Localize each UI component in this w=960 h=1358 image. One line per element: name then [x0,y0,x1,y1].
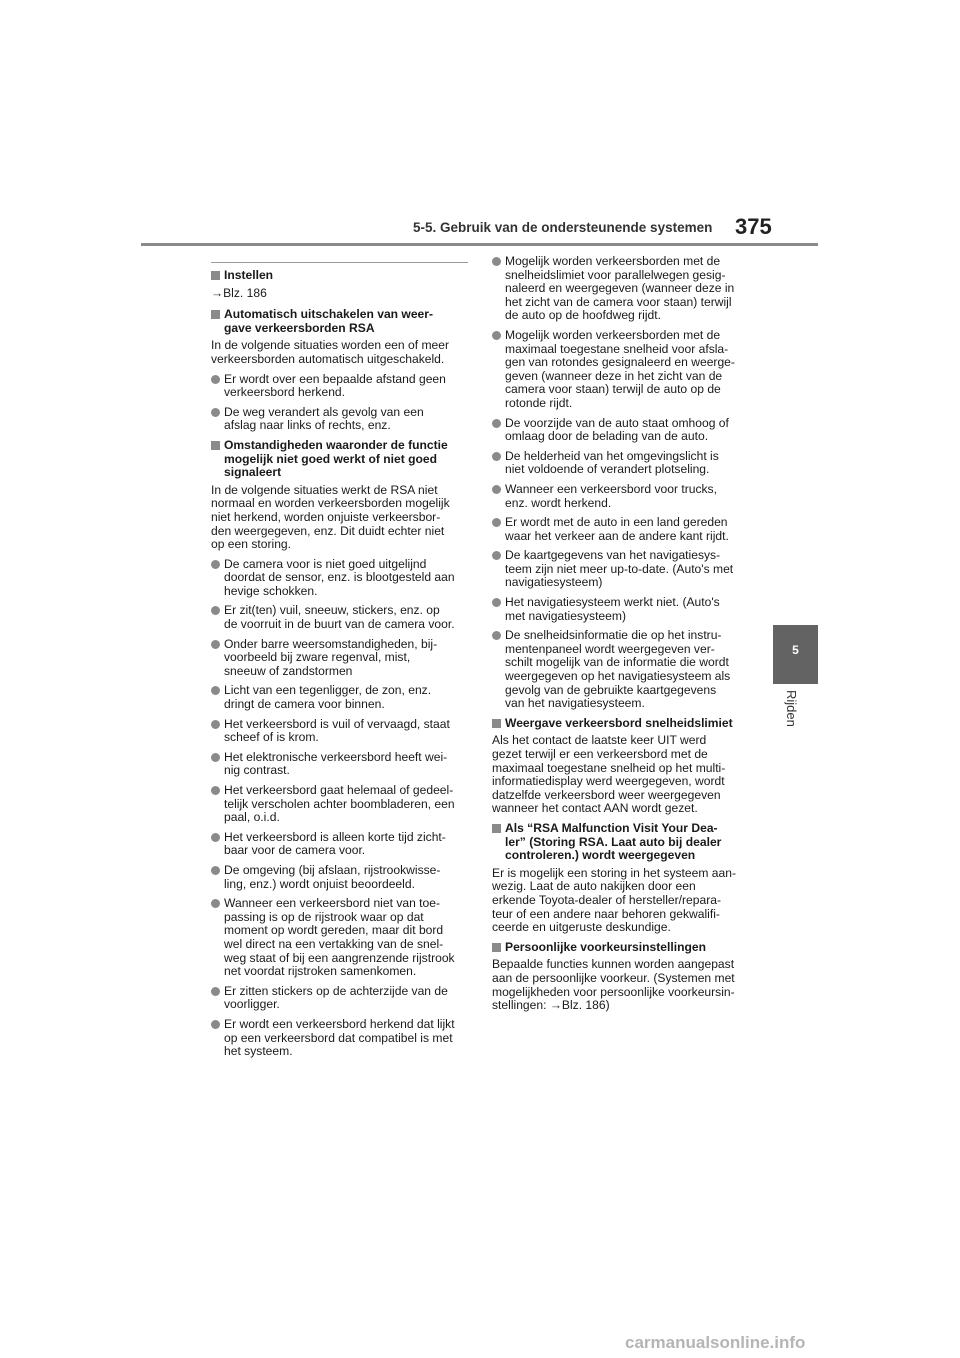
text-line: De snelheidsinformatie die op het instru- [505,628,722,643]
section-heading [211,308,469,335]
text-line: ler” (Storing RSA. Laat auto bij dealer [505,834,722,849]
text-line: Wanneer een verkeersbord voor trucks, [505,481,717,496]
text-line: Mogelijk worden verkeersborden met de [505,327,721,342]
bullet-item [211,985,469,1012]
text-line: Het verkeersbord is alleen korte tijd zicht- [224,829,446,844]
bullet-item [492,629,750,711]
text-line: dringt de camera voor binnen. [224,697,385,712]
text-line: voorligger. [224,997,280,1012]
text-line: Onder barre weersomstandigheden, bij- [224,636,438,651]
text-line: Er is mogelijk een storing in het systeem aan- [492,865,737,880]
bullet-dot-icon [492,518,501,527]
text-line: Er wordt met de auto in een land gereden [505,515,728,530]
text-line: niet voldoende of verandert plotseling. [505,462,710,477]
bullet-item [211,558,469,599]
bullet-dot-icon [211,866,220,875]
paragraph [492,958,750,1012]
bullet-dot-icon [211,987,220,996]
paragraph [211,484,469,552]
text-line: Licht van een tegenligger, de zon, enz. [224,683,432,698]
text-line: sneeuw of zandstormen [224,663,353,678]
bullet-item [211,1018,469,1059]
text-line: Het verkeersbord gaat helemaal of gedeel- [224,783,454,797]
bullet-item [211,718,469,745]
bullet-item [492,483,750,510]
bullet-dot-icon [211,686,220,695]
text-line: wanneer het contact AAN wordt gezet. [492,801,698,816]
text-line: rotonde rijdt. [505,395,573,410]
text-line: Persoonlijke voorkeursinstellingen [505,939,706,954]
heading-square-icon [492,824,501,833]
text-line: wel direct na een vertakking van de snel- [224,936,444,951]
text-line: geven (wanneer deze in het zicht van de [505,368,723,383]
text-line: verkeersbord herkend. [224,385,346,400]
bullet-dot-icon [211,640,220,649]
text-line: Het elektronische verkeersbord heeft wei- [224,749,448,764]
heading-square-icon [211,271,220,280]
bullet-dot-icon [211,375,220,384]
text-line: niet herkend, worden onjuiste verkeersbor- [211,509,441,524]
text-line: het zicht van de camera voor staan) terwijl [505,294,732,309]
bullet-item [492,596,750,623]
text-line: erkende Toyota-dealer of hersteller/repara- [492,892,722,907]
text-line: navigatiesysteem) [505,575,603,590]
bullet-item [211,751,469,778]
bullet-dot-icon [211,786,220,795]
text-line: controleren.) wordt weergegeven [505,848,696,863]
text-line: In de volgende situaties worden een of meer [211,338,449,353]
text-line: op een storing. [211,537,292,552]
text-line: mogelijkheden voor persoonlijke voorkeursin- [492,984,735,999]
bullet-item [211,831,469,858]
text-line: paal, o.i.d. [224,810,280,825]
heading-square-icon [211,310,220,319]
text-line: de auto op de hoofdweg rijdt. [505,308,661,323]
bullet-dot-icon [492,551,501,560]
bullet-dot-icon [492,331,501,340]
text-line: De voorzijde van de auto staat omhoog of [505,415,729,430]
text-line: Wanneer een verkeersbord niet van toe- [224,896,441,911]
text-line: Er wordt een verkeersbord herkend dat lijkt [224,1016,455,1031]
bullet-item [492,329,750,411]
text-line: weergegeven op het navigatiesysteem als [505,669,731,684]
text-line: van het navigatiesysteem. [505,696,645,711]
left-column [211,262,469,1065]
text-line: de voorruit in de buurt van de camera voor. [224,617,455,632]
bullet-dot-icon [211,560,220,569]
bullet-dot-icon [492,419,501,428]
text-line: naleerd en weergegeven (wanneer deze in [505,281,735,296]
bullet-item [211,373,469,400]
bullet-item [211,604,469,631]
bullet-dot-icon [211,1020,220,1029]
text-line: Omstandigheden waaronder de functie [224,437,448,452]
page-reference [211,287,469,301]
text-line: Als “RSA Malfunction Visit Your Dea- [505,820,718,835]
text-line: maximaal toegestane snelheid voor afsla- [505,341,729,356]
text-line: mentenpaneel wordt weergegeven ver- [505,641,715,656]
text-line: nig contrast. [224,763,290,778]
watermark: carmanualsonline.info [625,1333,806,1352]
text-line: maximaal toegestane snelheid op het multi- [492,760,726,775]
bullet-dot-icon [211,606,220,615]
text-line: ceerde en uitgeruste deskundige. [492,920,671,935]
text-line: baar voor de camera voor. [224,843,366,858]
bullet-item [211,784,469,825]
text-line: De helderheid van het omgevingslicht is [505,448,719,463]
section-heading [492,717,750,731]
text-line: het systeem. [224,1044,293,1059]
text-line: telijk verscholen achter boombladeren, een [224,796,455,811]
text-line: passing is op de rijstrook waar op dat [224,909,424,924]
text-line: Automatisch uitschakelen van weer- [224,307,434,322]
text-line: gezet terwijl er een verkeersbord met de [492,747,708,761]
heading-square-icon [211,441,220,450]
text-line: Instellen [224,268,274,282]
text-line: aan de persoonlijke voorkeur. (Systemen met [492,970,735,985]
text-line: weg staat of bij een aangrenzende rijstrook [224,950,455,965]
text-line: informatiedisplay werd weergegeven, wordt [492,774,725,789]
chapter-side-tab: 5 [773,625,818,684]
text-line: net voordat rijstroken samenkomen. [224,964,417,979]
text-line: Het navigatiesysteem werkt niet. (Auto's [505,595,720,610]
text-line: wezig. Laat de auto nakijken door een [492,879,696,894]
text-line: verkeersborden automatisch uitgeschakeld. [211,351,445,366]
bullet-item [211,684,469,711]
text-line: camera voor staan) terwijl de auto op de [505,382,721,397]
text-line: In de volgende situaties werkt de RSA niet [211,482,438,497]
text-line: omlaag door de belading van de auto. [505,429,709,444]
text-line: voorbeeld bij zware regenval, mist, [224,650,411,665]
heading-square-icon [492,943,501,952]
text-line: De omgeving (bij afslaan, rijstrookwisse- [224,862,441,877]
text-line: De kaartgegevens van het navigatiesys- [505,548,721,563]
bullet-dot-icon [492,631,501,640]
text-line: waar het verkeer aan de andere kant rijdt. [505,528,729,543]
text-line: teur of een andere naar behoren gekwalifi- [492,906,720,921]
text-line: ling, enz.) wordt onjuist beoordeeld. [224,876,415,891]
text-line: normaal en worden verkeersborden mogelijk [211,496,450,511]
text-line: teem zijn niet meer up-to-date. (Auto's met [505,561,734,576]
bullet-dot-icon [211,408,220,417]
text-line: Mogelijk worden verkeersborden met de [505,254,721,268]
text-line: Bepaalde functies kunnen worden aangepast [492,957,735,972]
header-title: 5-5. Gebruik van de ondersteunende systemen [413,220,713,235]
header-rule [141,243,818,246]
paragraph [492,734,750,816]
text-line: →Blz. 186 [211,285,267,300]
bullet-item [211,406,469,433]
text-line: afslag naar links of rechts, enz. [224,418,391,433]
text-line: gevolg van de gebruikte kaartgegevens [505,682,717,697]
bullet-item [492,417,750,444]
text-line: schilt mogelijk van de informatie die wordt [505,655,729,670]
paragraph [211,339,469,366]
bullet-item [211,897,469,979]
text-line: snelheidslimiet voor parallelwegen gesig- [505,267,726,282]
text-line: gen van rotondes gesignaleerd en weerge- [505,355,735,370]
bullet-item [211,864,469,891]
text-line: Er zit(ten) vuil, sneeuw, stickers, enz. op [224,603,440,618]
text-line: signaleert [224,465,282,480]
text-line: moment op wordt gereden, maar dit bord [224,923,444,938]
bullet-dot-icon [492,485,501,494]
bullet-item [492,255,750,323]
section-heading [492,822,750,863]
bullet-item [492,549,750,590]
bullet-item [492,516,750,543]
text-line: den weergegeven, enz. Dit duidt echter niet [211,523,445,538]
bullet-dot-icon [492,257,501,266]
text-line: doordat de sensor, enz. is blootgesteld aan [224,570,455,585]
bullet-item [211,638,469,679]
section-heading [211,439,469,480]
text-line: De weg verandert als gevolg van een [224,404,424,419]
section-heading [211,269,469,283]
bullet-item [492,450,750,477]
page-number: 375 [735,214,772,239]
text-line: Er zitten stickers op de achterzijde van de [224,983,448,998]
bullet-dot-icon [211,753,220,762]
text-line: datzelfde verkeersbord weer weergegeven [492,787,721,802]
bullet-dot-icon [211,833,220,842]
text-line: op een verkeersbord dat compatibel is met [224,1030,453,1045]
bullet-dot-icon [492,598,501,607]
text-line: stellingen: →Blz. 186) [492,998,610,1013]
text-line: gave verkeersborden RSA [224,320,375,335]
bullet-dot-icon [492,452,501,461]
text-line: scheef of is krom. [224,730,319,745]
section-heading [492,941,750,955]
paragraph [492,867,750,935]
bullet-dot-icon [211,720,220,729]
text-line: met navigatiesysteem) [505,608,626,623]
text-line: Weergave verkeersbord snelheidslimiet [505,715,733,730]
text-line: Het verkeersbord is vuil of vervaagd, staat [224,716,450,731]
text-line: Als het contact de laatste keer UIT werd [492,733,707,748]
text-line: De camera voor is niet goed uitgelijnd [224,556,427,571]
bullet-dot-icon [211,899,220,908]
heading-square-icon [492,719,501,728]
right-column [492,255,750,1019]
text-line: hevige schokken. [224,583,318,598]
column-rule [211,262,468,263]
text-line: enz. wordt herkend. [505,495,612,510]
text-line: Er wordt over een bepaalde afstand geen [224,371,446,386]
text-line: mogelijk niet goed werkt of niet goed [224,451,438,466]
chapter-side-label: Rijden [784,690,799,727]
